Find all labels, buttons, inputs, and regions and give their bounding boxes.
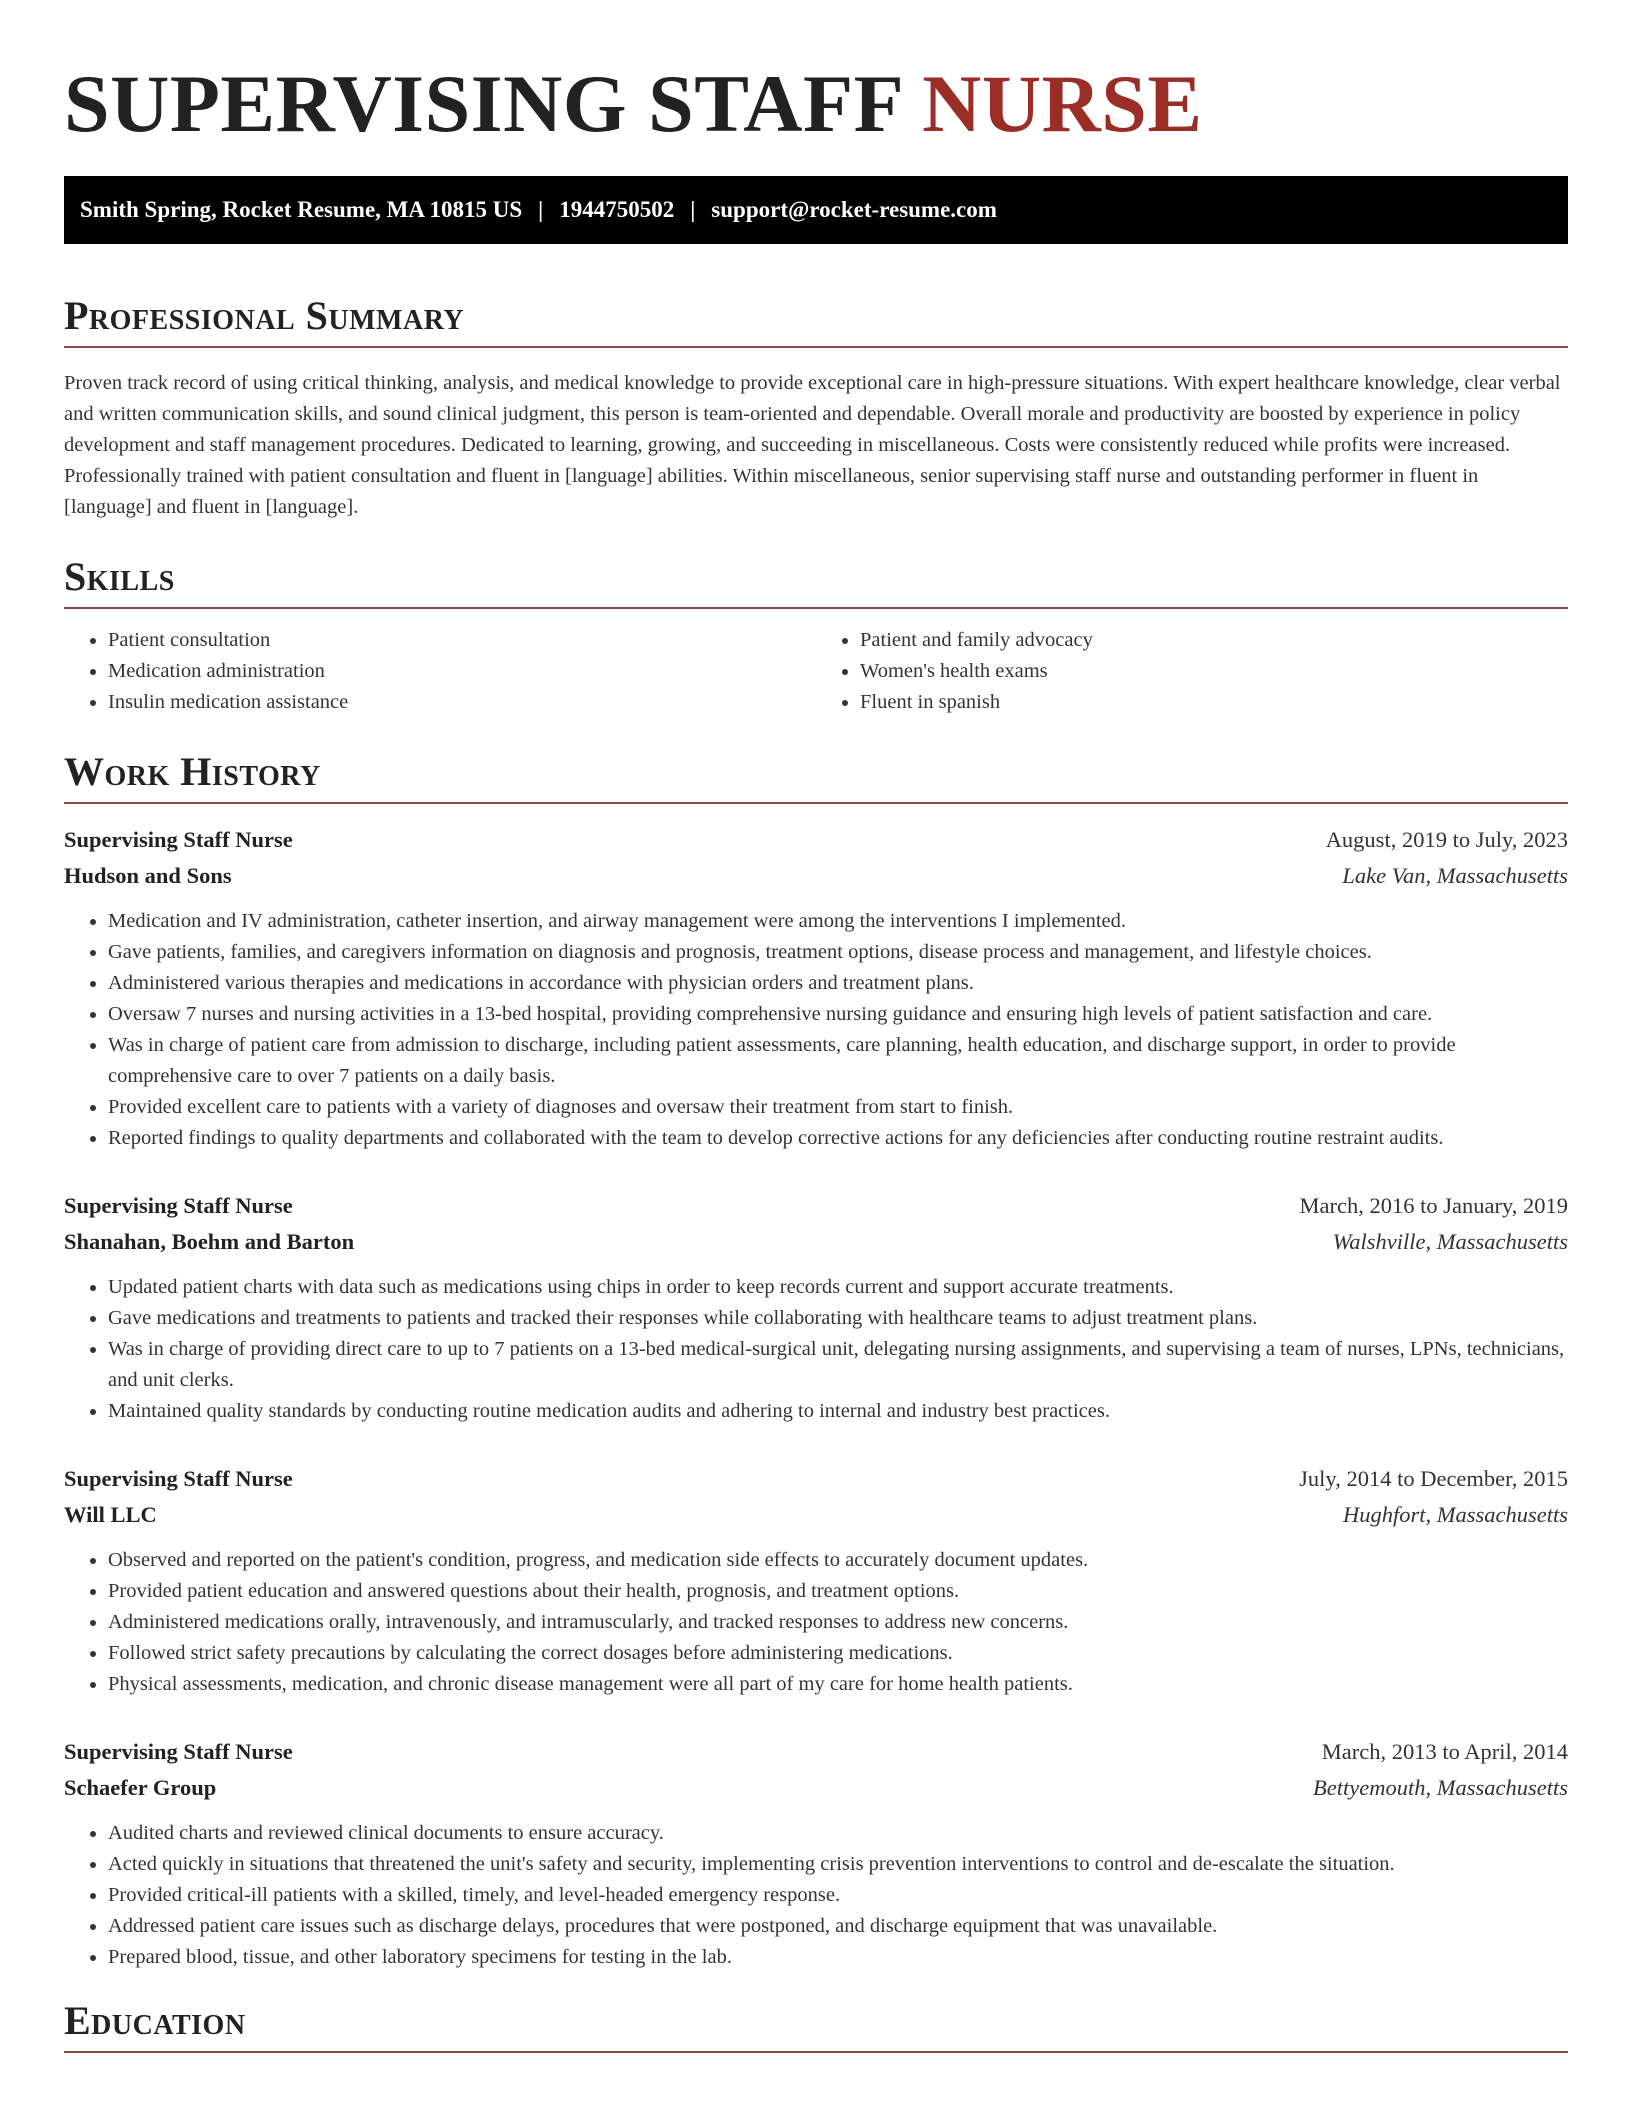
education-section <box>64 1997 1568 2053</box>
job-dates: March, 2016 to January, 2019 <box>1299 1193 1568 1218</box>
job-bullets <box>64 1545 1568 1700</box>
job-location: Walshville, Massachusetts <box>1332 1229 1568 1254</box>
skill-item: • Fluent in spanish <box>860 687 1568 718</box>
contact-separator: | <box>538 197 544 222</box>
job-bullet: • Acted quickly in situations that threatened the unit's safety and security, implementing crisis prevention interventions to control and de-escalate the situation. <box>108 1849 1568 1880</box>
job-bullet: • Provided critical-ill patients with a skilled, timely, and level-headed emergency response. <box>108 1880 1568 1911</box>
work-history-section <box>64 748 1568 1973</box>
work-history-heading: Work History <box>64 748 1568 804</box>
contact-address: Smith Spring, Rocket Resume, MA 10815 US <box>80 197 523 222</box>
job-entry <box>64 1461 1568 1700</box>
skill-item: • Patient and family advocacy <box>860 625 1568 656</box>
job-bullet: • Prepared blood, tissue, and other laboratory specimens for testing in the lab. <box>108 1942 1568 1973</box>
title-accent: NURSE <box>922 58 1203 149</box>
job-title: Supervising Staff Nurse <box>64 1466 293 1491</box>
summary-text: Proven track record of using critical thinking, analysis, and medical knowledge to provide exceptional care in high-pressure situations. With expert healthcare knowledge, clear verbal and written communication skills, and sound clinical judgment, this person is team-oriented and dependable. Overall morale and productivity are boosted by experience in policy development and staff management procedures. Dedicated to learning, growing, and succeeding in miscellaneous. Costs were consistently reduced while profits were increased. Professionally trained with patient consultation and fluent in [language] abilities. Within miscellaneous, senior supervising staff nurse and outstanding performer in fluent in [language] and fluent in [language]. <box>64 372 1561 518</box>
contact-bar <box>64 176 1568 244</box>
job-bullet: • Followed strict safety precautions by calculating the correct dosages before administering medications. <box>108 1638 1568 1669</box>
job-bullets <box>64 1272 1568 1427</box>
job-company: Schaefer Group <box>64 1775 217 1800</box>
skills-section <box>64 553 1568 718</box>
job-bullet: • Observed and reported on the patient's condition, progress, and medication side effects to accurately document updates. <box>108 1545 1568 1576</box>
job-location: Hughfort, Massachusetts <box>1343 1502 1568 1527</box>
job-bullet: • Addressed patient care issues such as discharge delays, procedures that were postponed, and discharge equipment that was unavailable. <box>108 1911 1568 1942</box>
job-bullet: • Was in charge of patient care from admission to discharge, including patient assessments, care planning, health education, and discharge support, in order to provide comprehensive care to over 7 patients on a daily basis. <box>108 1030 1568 1092</box>
job-dates: August, 2019 to July, 2023 <box>1325 827 1568 852</box>
job-bullet: • Oversaw 7 nurses and nursing activities in a 13-bed hospital, providing comprehensive nursing guidance and ensuring high levels of patient satisfaction and care. <box>108 999 1568 1030</box>
job-title: Supervising Staff Nurse <box>64 1193 293 1218</box>
skills-column-left <box>64 625 816 718</box>
contact-phone[interactable]: 1944750502 <box>559 197 675 222</box>
job-dates: July, 2014 to December, 2015 <box>1299 1466 1568 1491</box>
job-bullet: • Audited charts and reviewed clinical documents to ensure accuracy. <box>108 1818 1568 1849</box>
skill-item: • Women's health exams <box>860 656 1568 687</box>
job-dates: March, 2013 to April, 2014 <box>1321 1739 1568 1764</box>
job-bullets <box>64 1818 1568 1973</box>
skills-column-right <box>816 625 1568 718</box>
job-bullet: • Provided excellent care to patients with a variety of diagnoses and oversaw their treatment from start to finish. <box>108 1092 1568 1123</box>
job-bullet: • Provided patient education and answered questions about their health, prognosis, and treatment options. <box>108 1576 1568 1607</box>
job-bullet: • Physical assessments, medication, and chronic disease management were all part of my care for home health patients. <box>108 1669 1568 1700</box>
summary-heading: Professional Summary <box>64 292 1568 348</box>
job-bullet: • Updated patient charts with data such as medications using chips in order to keep records current and support accurate treatments. <box>108 1272 1568 1303</box>
skills-list <box>64 625 1568 718</box>
contact-email[interactable]: support@rocket-resume.com <box>711 197 997 222</box>
job-entry <box>64 822 1568 1154</box>
job-title: Supervising Staff Nurse <box>64 1739 293 1764</box>
job-entry <box>64 1188 1568 1427</box>
contact-separator: | <box>690 197 696 222</box>
job-bullet: • Administered medications orally, intravenously, and intramuscularly, and tracked responses to address new concerns. <box>108 1607 1568 1638</box>
skill-item: • Patient consultation <box>108 625 816 656</box>
job-bullet: • Reported findings to quality departments and collaborated with the team to develop corrective actions for any deficiencies after conducting routine restraint audits. <box>108 1123 1568 1154</box>
skills-heading: Skills <box>64 553 1568 609</box>
education-heading: Education <box>64 1997 1568 2053</box>
job-entry <box>64 1734 1568 1973</box>
skill-item: • Medication administration <box>108 656 816 687</box>
job-location: Lake Van, Massachusetts <box>1342 863 1568 888</box>
job-title: Supervising Staff Nurse <box>64 827 293 852</box>
job-bullets <box>64 906 1568 1154</box>
resume-title <box>64 0 1568 176</box>
job-company: Will LLC <box>64 1502 157 1527</box>
title-main: SUPERVISING STAFF <box>64 58 902 149</box>
job-company: Hudson and Sons <box>64 863 232 888</box>
job-company: Shanahan, Boehm and Barton <box>64 1229 355 1254</box>
job-location: Bettyemouth, Massachusetts <box>1313 1775 1568 1800</box>
skill-item: • Insulin medication assistance <box>108 687 816 718</box>
summary-section <box>64 292 1568 523</box>
job-bullet: • Was in charge of providing direct care to up to 7 patients on a 13-bed medical-surgical unit, delegating nursing assignments, and supervising a team of nurses, LPNs, technicians, and unit clerks. <box>108 1334 1568 1396</box>
job-bullet: • Maintained quality standards by conducting routine medication audits and adhering to internal and industry best practices. <box>108 1396 1568 1427</box>
job-bullet: • Gave patients, families, and caregivers information on diagnosis and prognosis, treatment options, disease process and management, and lifestyle choices. <box>108 937 1568 968</box>
job-bullet: • Gave medications and treatments to patients and tracked their responses while collaborating with healthcare teams to adjust treatment plans. <box>108 1303 1568 1334</box>
job-bullet: • Administered various therapies and medications in accordance with physician orders and treatment plans. <box>108 968 1568 999</box>
job-bullet: • Medication and IV administration, catheter insertion, and airway management were among the interventions I implemented. <box>108 906 1568 937</box>
